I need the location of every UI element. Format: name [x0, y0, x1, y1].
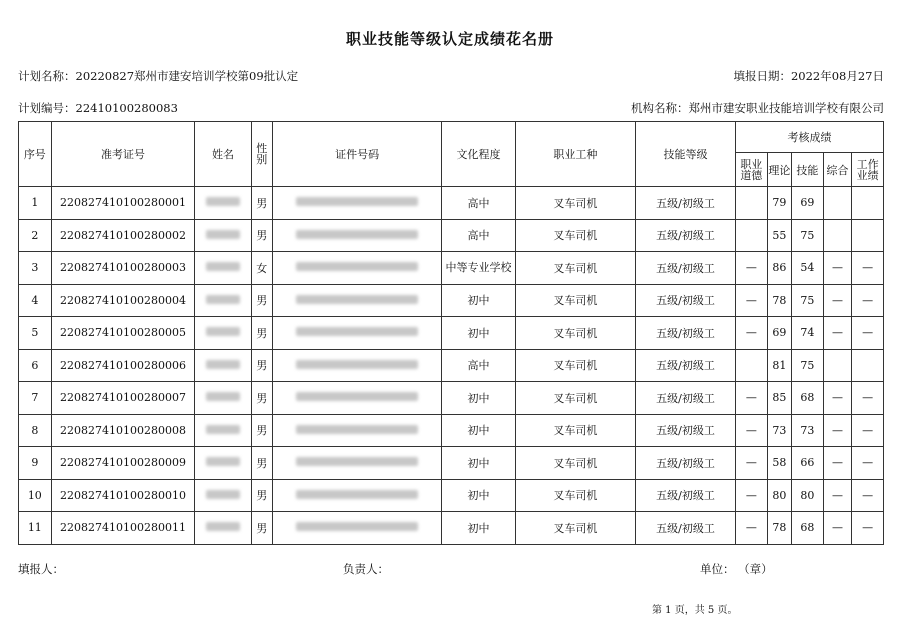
row-gender: 男: [251, 284, 272, 317]
redacted-name: [206, 262, 240, 271]
redacted-name: [206, 360, 240, 369]
row-id-no: [272, 512, 441, 545]
row-name: [195, 252, 251, 285]
redacted-id: [296, 197, 418, 206]
row-id-no: [272, 382, 441, 415]
row-performance: —: [852, 284, 884, 317]
plan-name-label: 计划名称：: [18, 69, 76, 83]
row-skill-level: 五级/初级工: [636, 512, 736, 545]
redacted-id: [296, 327, 418, 336]
report-date: [733, 68, 884, 84]
redacted-id: [296, 490, 418, 499]
row-exam-no: 220827410100280004: [51, 284, 195, 317]
row-gender: 男: [251, 219, 272, 252]
header-ethics: 职业道德: [736, 153, 768, 187]
row-performance: —: [852, 382, 884, 415]
row-seq: 5: [19, 317, 52, 350]
row-name: [195, 512, 251, 545]
row-skill: 69: [792, 187, 824, 220]
row-occupation: 叉车司机: [515, 187, 635, 220]
row-theory: 85: [767, 382, 791, 415]
row-seq: 4: [19, 284, 52, 317]
row-performance: [852, 187, 884, 220]
row-id-no: [272, 284, 441, 317]
row-exam-no: 220827410100280002: [51, 219, 195, 252]
row-education: 初中: [442, 414, 515, 447]
row-seq: 3: [19, 252, 52, 285]
organization-label: 机构名称：: [631, 101, 689, 115]
row-exam-no: 220827410100280011: [51, 512, 195, 545]
row-name: [195, 349, 251, 382]
redacted-id: [296, 457, 418, 466]
redacted-id: [296, 392, 418, 401]
row-skill: 68: [792, 382, 824, 415]
header-id-no: 证件号码: [272, 122, 441, 187]
row-occupation: 叉车司机: [515, 349, 635, 382]
row-name: [195, 317, 251, 350]
table-row: [19, 349, 884, 382]
row-occupation: 叉车司机: [515, 447, 635, 480]
row-ethics: —: [736, 284, 768, 317]
row-id-no: [272, 187, 441, 220]
row-name: [195, 382, 251, 415]
table-row: [19, 252, 884, 285]
header-seq: 序号: [19, 122, 52, 187]
report-date-value: 2022年08月27日: [790, 69, 884, 83]
row-occupation: 叉车司机: [515, 219, 635, 252]
row-ethics: —: [736, 512, 768, 545]
header-performance: 工作业绩: [852, 153, 884, 187]
row-exam-no: 220827410100280005: [51, 317, 195, 350]
redacted-name: [206, 522, 240, 531]
row-theory: 78: [767, 284, 791, 317]
header-exam-no: 准考证号: [51, 122, 195, 187]
row-theory: 73: [767, 414, 791, 447]
row-skill: 80: [792, 479, 824, 512]
organization-value: 郑州市建安职业技能培训学校有限公司: [688, 101, 884, 115]
filler-signature: 填报人：: [18, 562, 64, 576]
row-gender: 男: [251, 512, 272, 545]
row-education: 初中: [442, 512, 515, 545]
row-skill: 73: [792, 414, 824, 447]
row-ethics: [736, 219, 768, 252]
row-exam-no: 220827410100280001: [51, 187, 195, 220]
row-performance: [852, 219, 884, 252]
row-ethics: —: [736, 479, 768, 512]
row-occupation: 叉车司机: [515, 512, 635, 545]
row-skill-level: 五级/初级工: [636, 349, 736, 382]
table-row: [19, 317, 884, 350]
plan-name: [18, 68, 298, 84]
plan-number-value: 22410100280083: [75, 101, 178, 115]
table-row: [19, 447, 884, 480]
table-row: [19, 382, 884, 415]
row-skill: 54: [792, 252, 824, 285]
row-gender: 男: [251, 382, 272, 415]
row-theory: 81: [767, 349, 791, 382]
redacted-name: [206, 230, 240, 239]
row-seq: 2: [19, 219, 52, 252]
table-row: [19, 479, 884, 512]
row-gender: 女: [251, 252, 272, 285]
row-seq: 1: [19, 187, 52, 220]
row-seq: 9: [19, 447, 52, 480]
row-name: [195, 479, 251, 512]
row-education: 高中: [442, 187, 515, 220]
row-comprehensive: —: [823, 252, 852, 285]
header-skill: 技能: [792, 153, 824, 187]
table-row: [19, 219, 884, 252]
row-skill-level: 五级/初级工: [636, 317, 736, 350]
row-skill: 75: [792, 219, 824, 252]
header-theory: 理论: [767, 153, 791, 187]
redacted-name: [206, 457, 240, 466]
row-gender: 男: [251, 317, 272, 350]
row-education: 初中: [442, 447, 515, 480]
row-exam-no: 220827410100280009: [51, 447, 195, 480]
row-id-no: [272, 479, 441, 512]
redacted-id: [296, 230, 418, 239]
redacted-name: [206, 197, 240, 206]
row-name: [195, 414, 251, 447]
redacted-name: [206, 327, 240, 336]
row-comprehensive: [823, 219, 852, 252]
score-roster-table: [18, 121, 884, 545]
row-seq: 10: [19, 479, 52, 512]
plan-number: [18, 100, 178, 116]
row-gender: 男: [251, 447, 272, 480]
header-gender: 性别: [251, 122, 272, 187]
row-comprehensive: [823, 349, 852, 382]
report-date-label: 填报日期：: [733, 69, 791, 83]
header-scores: 考核成绩: [736, 122, 884, 153]
plan-number-label: 计划编号：: [18, 101, 76, 115]
row-name: [195, 219, 251, 252]
row-skill-level: 五级/初级工: [636, 252, 736, 285]
row-comprehensive: [823, 187, 852, 220]
row-occupation: 叉车司机: [515, 479, 635, 512]
row-id-no: [272, 252, 441, 285]
redacted-id: [296, 522, 418, 531]
row-occupation: 叉车司机: [515, 382, 635, 415]
table-row: [19, 512, 884, 545]
redacted-name: [206, 392, 240, 401]
row-skill: 74: [792, 317, 824, 350]
row-comprehensive: —: [823, 414, 852, 447]
row-theory: 58: [767, 447, 791, 480]
row-performance: [852, 349, 884, 382]
row-skill-level: 五级/初级工: [636, 382, 736, 415]
row-id-no: [272, 349, 441, 382]
redacted-name: [206, 490, 240, 499]
row-performance: —: [852, 447, 884, 480]
header-comprehensive: 综合: [823, 153, 852, 187]
header-name: 姓名: [195, 122, 251, 187]
page-info: 第 1 页，共 5 页。: [652, 605, 738, 616]
table-row: [19, 187, 884, 220]
row-exam-no: 220827410100280007: [51, 382, 195, 415]
row-comprehensive: —: [823, 512, 852, 545]
row-theory: 78: [767, 512, 791, 545]
row-skill: 75: [792, 349, 824, 382]
row-skill: 66: [792, 447, 824, 480]
row-skill-level: 五级/初级工: [636, 187, 736, 220]
row-ethics: —: [736, 382, 768, 415]
responsible-signature: 负责人：: [343, 562, 389, 576]
row-performance: —: [852, 479, 884, 512]
row-theory: 79: [767, 187, 791, 220]
table-row: [19, 414, 884, 447]
header-skill-level: 技能等级: [636, 122, 736, 187]
row-comprehensive: —: [823, 317, 852, 350]
row-seq: 6: [19, 349, 52, 382]
row-performance: —: [852, 317, 884, 350]
organization: [631, 100, 884, 116]
row-skill: 75: [792, 284, 824, 317]
row-occupation: 叉车司机: [515, 284, 635, 317]
row-ethics: —: [736, 317, 768, 350]
row-theory: 55: [767, 219, 791, 252]
row-seq: 7: [19, 382, 52, 415]
redacted-id: [296, 360, 418, 369]
header-education: 文化程度: [442, 122, 515, 187]
row-skill-level: 五级/初级工: [636, 479, 736, 512]
row-skill: 68: [792, 512, 824, 545]
row-ethics: —: [736, 447, 768, 480]
row-performance: —: [852, 414, 884, 447]
row-id-no: [272, 447, 441, 480]
row-gender: 男: [251, 349, 272, 382]
row-name: [195, 447, 251, 480]
row-performance: —: [852, 512, 884, 545]
row-name: [195, 284, 251, 317]
row-ethics: —: [736, 414, 768, 447]
redacted-name: [206, 295, 240, 304]
row-occupation: 叉车司机: [515, 252, 635, 285]
row-education: 初中: [442, 382, 515, 415]
row-occupation: 叉车司机: [515, 414, 635, 447]
row-id-no: [272, 317, 441, 350]
row-exam-no: 220827410100280010: [51, 479, 195, 512]
row-ethics: —: [736, 252, 768, 285]
row-ethics: [736, 187, 768, 220]
row-gender: 男: [251, 187, 272, 220]
redacted-name: [206, 425, 240, 434]
row-id-no: [272, 414, 441, 447]
redacted-id: [296, 295, 418, 304]
row-education: 高中: [442, 219, 515, 252]
row-exam-no: 220827410100280008: [51, 414, 195, 447]
row-ethics: [736, 349, 768, 382]
row-gender: 男: [251, 414, 272, 447]
row-theory: 86: [767, 252, 791, 285]
row-skill-level: 五级/初级工: [636, 414, 736, 447]
row-occupation: 叉车司机: [515, 317, 635, 350]
redacted-id: [296, 262, 418, 271]
row-theory: 80: [767, 479, 791, 512]
row-education: 初中: [442, 317, 515, 350]
row-gender: 男: [251, 479, 272, 512]
row-comprehensive: —: [823, 479, 852, 512]
row-education: 高中: [442, 349, 515, 382]
header-occupation: 职业工种: [515, 122, 635, 187]
plan-name-value: 20220827郑州市建安培训学校第09批认定: [75, 69, 299, 83]
row-exam-no: 220827410100280003: [51, 252, 195, 285]
row-theory: 69: [767, 317, 791, 350]
row-education: 初中: [442, 479, 515, 512]
row-comprehensive: —: [823, 382, 852, 415]
row-education: 初中: [442, 284, 515, 317]
row-exam-no: 220827410100280006: [51, 349, 195, 382]
row-skill-level: 五级/初级工: [636, 447, 736, 480]
row-seq: 8: [19, 414, 52, 447]
table-row: [19, 284, 884, 317]
row-skill-level: 五级/初级工: [636, 219, 736, 252]
row-seq: 11: [19, 512, 52, 545]
row-skill-level: 五级/初级工: [636, 284, 736, 317]
row-education: 中等专业学校: [442, 252, 515, 285]
row-comprehensive: —: [823, 284, 852, 317]
redacted-id: [296, 425, 418, 434]
row-performance: —: [852, 252, 884, 285]
row-id-no: [272, 219, 441, 252]
document-title: 职业技能等级认定成绩花名册: [345, 30, 554, 48]
unit-seal: 单位： （章）: [700, 562, 773, 576]
row-comprehensive: —: [823, 447, 852, 480]
row-name: [195, 187, 251, 220]
